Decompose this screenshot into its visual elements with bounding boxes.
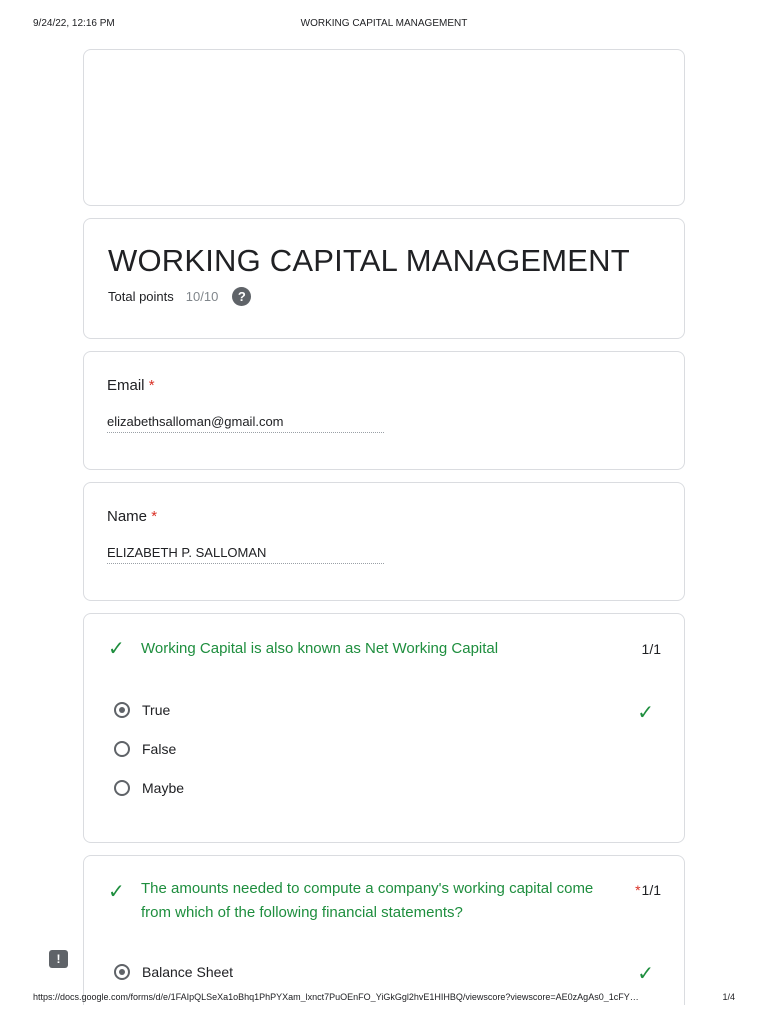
feedback-icon[interactable]: ! xyxy=(49,950,68,968)
question-card-2 xyxy=(83,855,685,1005)
print-url: https://docs.google.com/forms/d/e/1FAIpQLSeXa1oBhq1PhPYXam_lxnct7PuOEnFO_YiGkGgl2hvE1HIHBQ/viewscore?viewscore=AE0zAgAs0_1cFY… xyxy=(33,992,639,1002)
form-title: WORKING CAPITAL MANAGEMENT xyxy=(108,243,630,278)
page-number: 1/4 xyxy=(722,992,735,1002)
option-balance-sheet[interactable] xyxy=(114,961,233,983)
question-score: *1/1 xyxy=(635,882,661,898)
name-field: ELIZABETH P. SALLOMAN xyxy=(107,545,384,564)
print-header xyxy=(0,18,768,32)
checkmark-icon: ✓ xyxy=(637,702,654,724)
radio-selected[interactable] xyxy=(114,964,130,980)
points-label: Total points xyxy=(108,289,174,304)
option-true[interactable] xyxy=(114,699,170,721)
print-title: WORKING CAPITAL MANAGEMENT xyxy=(300,18,468,29)
email-field: elizabethsalloman@gmail.com xyxy=(107,414,384,433)
option-maybe[interactable] xyxy=(114,777,184,799)
total-points xyxy=(108,287,251,306)
points-value: 10/10 xyxy=(185,289,219,304)
email-label: Email * xyxy=(107,377,155,394)
radio-selected[interactable] xyxy=(114,702,130,718)
question-card-1 xyxy=(83,613,685,843)
option-label: Balance Sheet xyxy=(142,964,234,980)
help-icon[interactable]: ? xyxy=(232,287,251,306)
radio-unselected[interactable] xyxy=(114,780,130,796)
checkmark-icon: ✓ xyxy=(637,963,654,985)
question-text: Working Capital is also known as Net Working Capital xyxy=(141,640,499,657)
question-score: 1/1 xyxy=(641,641,661,657)
option-label: False xyxy=(142,741,177,757)
email-question xyxy=(83,351,685,470)
radio-unselected[interactable] xyxy=(114,741,130,757)
print-date: 9/24/22, 12:16 PM xyxy=(33,18,115,29)
form-title-card xyxy=(83,218,685,339)
option-false[interactable] xyxy=(114,738,176,760)
question-text: The amounts needed to compute a company's working capital come from which of the following financial statements? xyxy=(141,880,594,921)
option-label: Maybe xyxy=(142,780,185,796)
print-footer xyxy=(0,992,768,1006)
option-label: True xyxy=(142,702,171,718)
required-asterisk: * xyxy=(151,508,158,525)
checkmark-icon: ✓ xyxy=(108,881,125,903)
required-asterisk: * xyxy=(148,377,155,394)
name-question xyxy=(83,482,685,601)
name-label: Name * xyxy=(107,508,158,525)
form-header-banner xyxy=(83,49,685,206)
required-asterisk: * xyxy=(635,882,641,898)
checkmark-icon: ✓ xyxy=(108,638,125,660)
